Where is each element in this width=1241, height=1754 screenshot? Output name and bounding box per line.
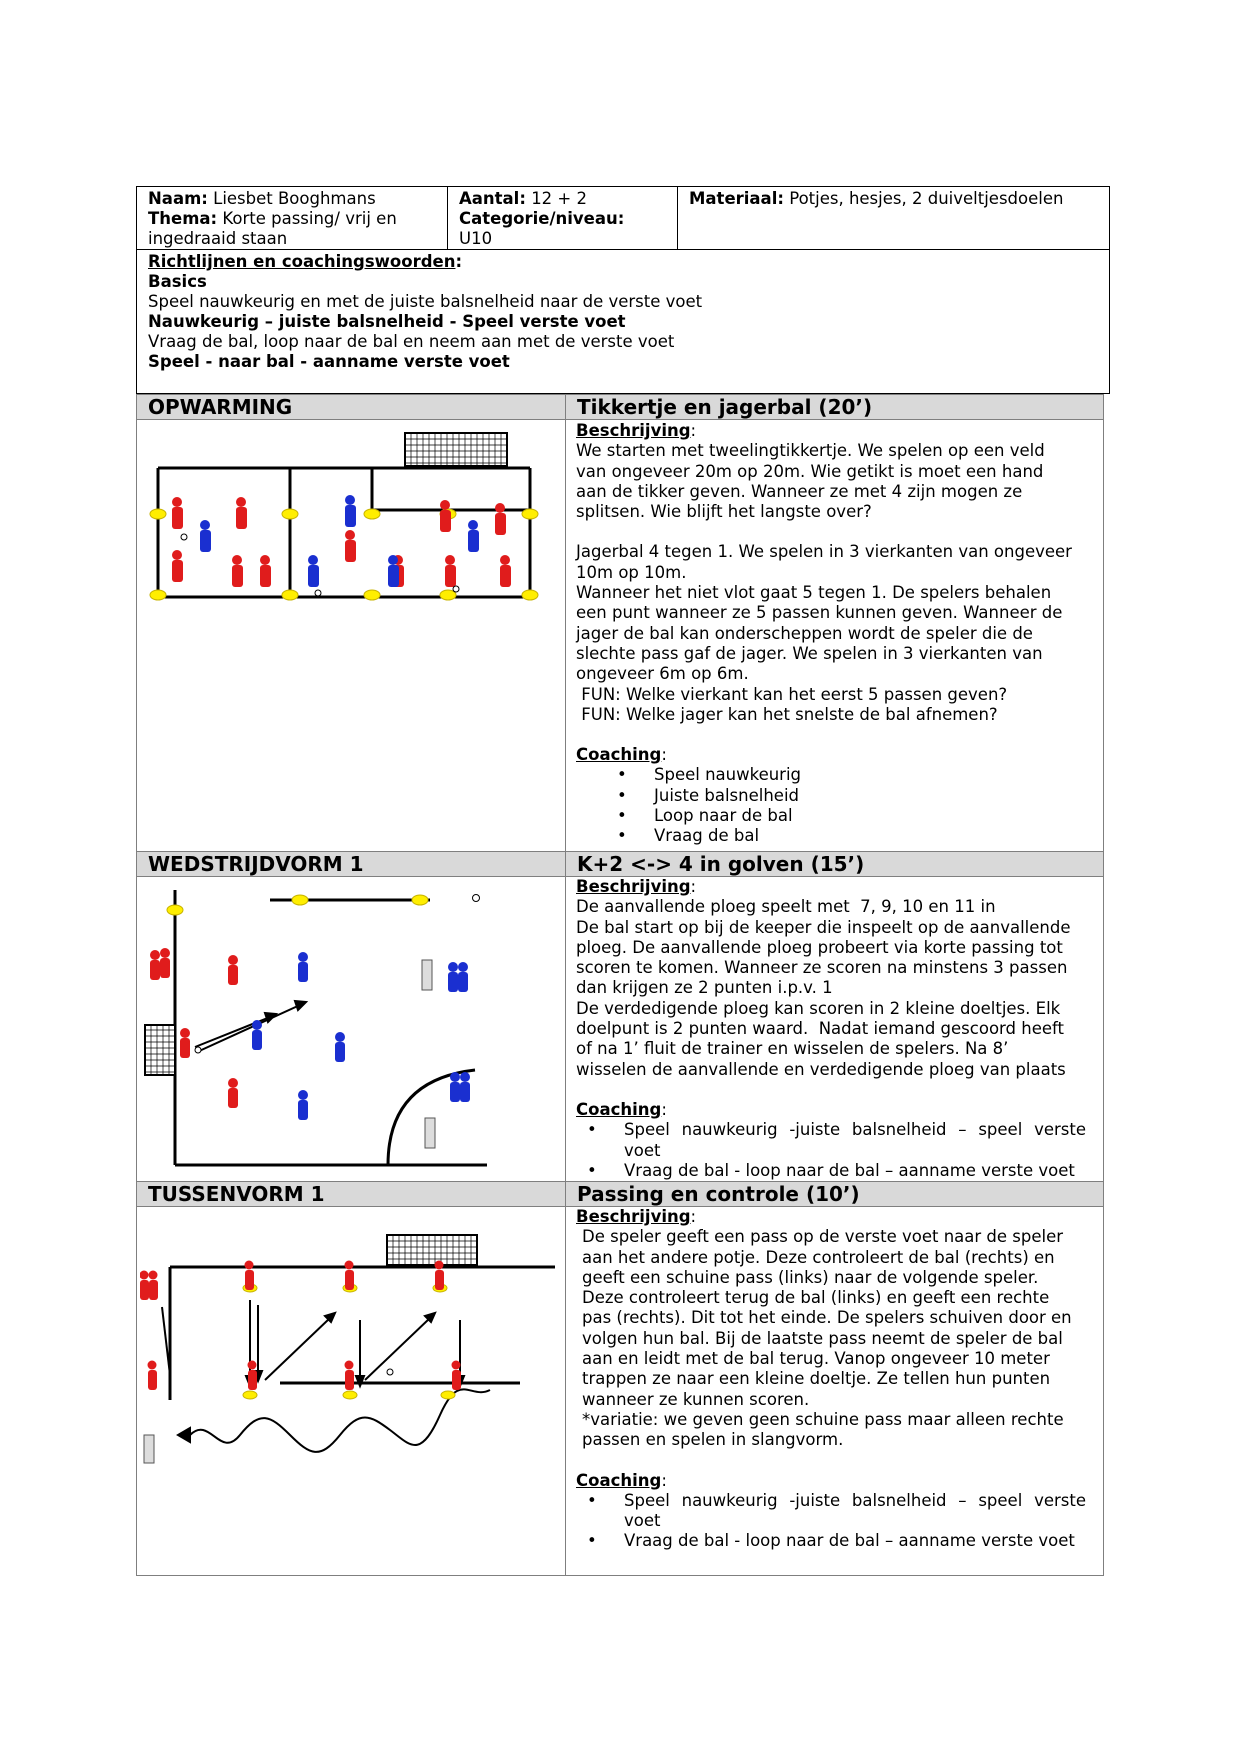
richtlijn-line: Speel nauwkeurig en met de juiste balsnelheid naar de verste voet bbox=[148, 292, 703, 311]
naam-value: Liesbet Booghmans bbox=[213, 189, 376, 208]
description-line: doelpunt is 2 punten waard. Nadat iemand gescoord heeft bbox=[576, 1019, 1064, 1039]
thema-value: Korte passing/ vrij en ingedraaid staan bbox=[148, 209, 397, 248]
section-title: Tikkertje en jagerbal (20’) bbox=[577, 395, 873, 419]
description-line: van ongeveer 20m op 20m. Wie getikt is moet een hand bbox=[576, 461, 1044, 481]
description-line: aan het andere potje. Deze controleert de bal (rechts) en bbox=[582, 1247, 1055, 1267]
description-line: slechte pass gaf de jager. We spelen in 3 vierkanten van bbox=[576, 643, 1043, 663]
description-line: passen en spelen in slangvorm. bbox=[582, 1430, 844, 1450]
beschrijving-label: Beschrijving bbox=[576, 877, 691, 896]
description-line: ongeveer 6m op 6m. bbox=[576, 664, 749, 684]
coaching-label: Coaching bbox=[576, 745, 662, 765]
richtlijnen-cell bbox=[136, 249, 1110, 394]
section-title: Passing en controle (10’) bbox=[577, 1182, 860, 1206]
coaching-item: • Vraag de bal - loop naar de bal – aanname verste voet bbox=[576, 1161, 1086, 1181]
coaching-label: Coaching bbox=[576, 1099, 662, 1119]
richtlijn-line: Vraag de bal, loop naar de bal en neem aan met de verste voet bbox=[148, 332, 675, 351]
materiaal-value: Potjes, hesjes, 2 duiveltjesdoelen bbox=[789, 189, 1064, 208]
wedstrijdvorm-diagram bbox=[140, 880, 560, 1180]
description-line: FUN: Welke vierkant kan het eerst 5 passen geven? bbox=[576, 684, 1008, 704]
header-aantal-cell bbox=[447, 186, 678, 250]
categorie-value: U10 bbox=[459, 229, 493, 248]
categorie-label: Categorie/niveau: bbox=[459, 209, 625, 228]
section-title-bar bbox=[565, 1181, 1104, 1207]
description-text bbox=[576, 1207, 1096, 1552]
description-line: De verdedigende ploeg kan scoren in 2 kleine doeltjes. Elk bbox=[576, 998, 1061, 1018]
description-line: dan krijgen ze 2 punten i.p.v. 1 bbox=[576, 978, 833, 998]
description-text bbox=[576, 421, 1096, 847]
description-line: 10m op 10m. bbox=[576, 562, 687, 582]
description-line: wisselen de aanvallende en verdedigende ploeg van plaats bbox=[576, 1059, 1066, 1079]
description-line: *variatie: we geven geen schuine pass maar alleen rechte bbox=[582, 1409, 1064, 1429]
section-title-bar bbox=[565, 394, 1104, 420]
richtlijnen-title: Richtlijnen en coachingswoorden bbox=[148, 252, 456, 271]
description-text bbox=[576, 877, 1096, 1181]
tussenvorm-diagram bbox=[140, 1210, 560, 1470]
section-title-bar bbox=[565, 851, 1104, 877]
coaching-item: • Speel nauwkeurig -juiste balsnelheid – speel verste voet bbox=[576, 1120, 1086, 1161]
coaching-item: • Juiste balsnelheid bbox=[576, 786, 1096, 806]
description-line: trappen ze naar een kleine doeltje. Ze tellen hun punten bbox=[582, 1369, 1051, 1389]
coaching-item: • Loop naar de bal bbox=[576, 806, 1096, 826]
description-line: scoren te komen. Wanneer ze scoren na minstens 3 passen bbox=[576, 958, 1068, 978]
description-line: jager de bal kan onderscheppen wordt de speler die de bbox=[576, 623, 1033, 643]
description-line: pas (rechts). Dit tot het einde. De spelers schuiven door en bbox=[582, 1308, 1072, 1328]
description-line: Deze controleert terug de bal (links) en geeft een rechte bbox=[582, 1288, 1050, 1308]
label-colon: : bbox=[661, 1470, 667, 1490]
description-line: geeft een schuine pass (links) naar de volgende speler. bbox=[582, 1267, 1039, 1287]
aantal-label: Aantal: bbox=[459, 189, 526, 208]
beschrijving-label: Beschrijving bbox=[576, 1207, 691, 1226]
coaching-item: • Speel nauwkeurig bbox=[576, 765, 1096, 785]
section-name-bar bbox=[136, 1181, 566, 1207]
description-line: een punt wanneer ze 5 passen kunnen geven. Wanneer de bbox=[576, 603, 1063, 623]
coaching-item: • Vraag de bal bbox=[576, 826, 1096, 846]
section-name: OPWARMING bbox=[148, 395, 293, 419]
description-line: volgen hun bal. Bij de laatste pass neemt de speler de bal bbox=[582, 1328, 1063, 1348]
naam-label: Naam: bbox=[148, 189, 208, 208]
description-line: We starten met tweelingtikkertje. We spelen op een veld bbox=[576, 441, 1045, 461]
header-name-cell bbox=[136, 186, 448, 250]
description-line: aan en leidt met de bal terug. Vanop ongeveer 10 meter bbox=[582, 1349, 1050, 1369]
description-line: of na 1’ fluit de trainer en wisselen de spelers. Na 8’ bbox=[576, 1039, 1009, 1059]
description-line: De speler geeft een pass op de verste voet naar de speler bbox=[582, 1227, 1064, 1247]
description-line: De bal start op bij de keeper die inspeelt op de aanvallende bbox=[576, 917, 1071, 937]
section-name: TUSSENVORM 1 bbox=[148, 1182, 325, 1206]
coaching-item: • Speel nauwkeurig -juiste balsnelheid – speel verste voet bbox=[576, 1491, 1086, 1532]
opwarming-diagram bbox=[140, 425, 560, 625]
coaching-list bbox=[576, 765, 1096, 846]
section-name-bar bbox=[136, 851, 566, 877]
section-title: K+2 <-> 4 in golven (15’) bbox=[577, 852, 865, 876]
richtlijn-line: Nauwkeurig – juiste balsnelheid - Speel verste voet bbox=[148, 312, 626, 331]
label-colon: : bbox=[690, 1207, 697, 1226]
description-line: FUN: Welke jager kan het snelste de bal afnemen? bbox=[576, 704, 998, 724]
thema-label: Thema: bbox=[148, 209, 218, 228]
section-name: WEDSTRIJDVORM 1 bbox=[148, 852, 364, 876]
coaching-list bbox=[576, 1120, 1086, 1181]
label-colon: : bbox=[661, 745, 667, 765]
description-line: splitsen. Wie blijft het langste over? bbox=[576, 502, 872, 522]
basics-heading: Basics bbox=[148, 272, 207, 291]
coaching-list bbox=[576, 1491, 1086, 1552]
materiaal-label: Materiaal: bbox=[689, 189, 784, 208]
beschrijving-label: Beschrijving bbox=[576, 421, 691, 440]
label-colon: : bbox=[690, 421, 697, 440]
section-name-bar bbox=[136, 394, 566, 420]
richtlijn-line: Speel - naar bal - aanname verste voet bbox=[148, 352, 510, 371]
header-materiaal-cell bbox=[677, 186, 1110, 250]
description-line: ploeg. De aanvallende ploeg probeert via korte passing tot bbox=[576, 937, 1063, 957]
description-line: aan de tikker geven. Wanneer ze met 4 zijn mogen ze bbox=[576, 481, 1023, 501]
richtlijnen-colon: : bbox=[455, 252, 463, 271]
coaching-label: Coaching bbox=[576, 1470, 662, 1490]
description-line: Jagerbal 4 tegen 1. We spelen in 3 vierkanten van ongeveer bbox=[576, 542, 1072, 562]
aantal-value: 12 + 2 bbox=[531, 189, 587, 208]
label-colon: : bbox=[661, 1099, 667, 1119]
description-line: Wanneer het niet vlot gaat 5 tegen 1. De spelers behalen bbox=[576, 583, 1052, 603]
coaching-item: • Vraag de bal - loop naar de bal – aanname verste voet bbox=[576, 1531, 1086, 1551]
description-line: wanneer ze kunnen scoren. bbox=[582, 1389, 810, 1409]
label-colon: : bbox=[690, 877, 697, 896]
description-line: De aanvallende ploeg speelt met 7, 9, 10 en 11 in bbox=[576, 897, 996, 917]
